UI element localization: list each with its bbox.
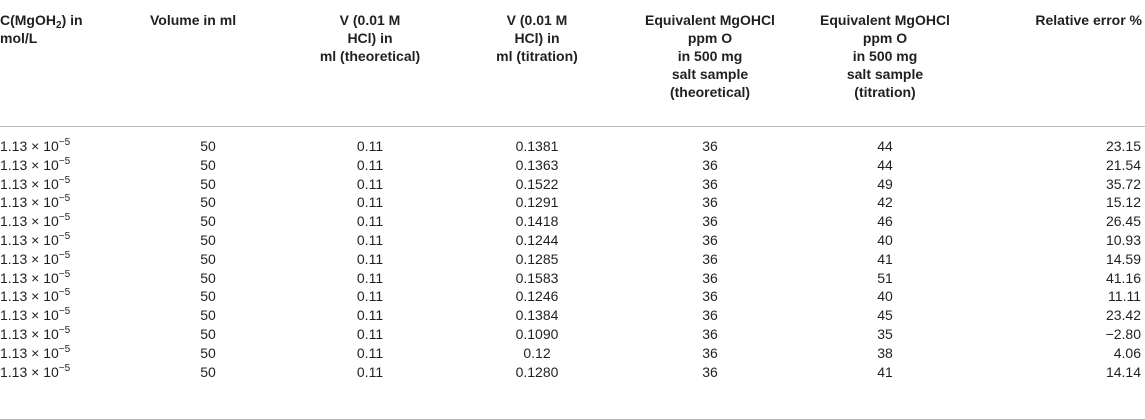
header-line: ml (titration) <box>496 48 578 64</box>
header-line: ml (theoretical) <box>319 48 421 64</box>
cell-ppm-titration: 41 <box>877 363 893 380</box>
cell-v-theoretical: 0.11 <box>356 250 384 267</box>
concentration-exponent: −5 <box>58 362 71 374</box>
cell-relative-error: 26.45 <box>1105 213 1141 230</box>
cell-volume: 50 <box>200 213 216 230</box>
cell-v-titration: 0.1363 <box>515 156 559 173</box>
cell-volume: 50 <box>200 194 216 211</box>
cell-relative-error: 15.12 <box>1105 194 1141 211</box>
cell-v-titration: 0.1418 <box>515 213 559 230</box>
concentration-exponent: −5 <box>58 155 71 167</box>
header-row <box>0 0 1145 127</box>
header-line: Equivalent MgOHCl <box>645 12 775 28</box>
cell-v-titration: 0.1244 <box>515 231 559 248</box>
header-line: in 500 mg <box>677 48 743 64</box>
cell-v-titration: 0.1381 <box>515 138 559 154</box>
cell-ppm-titration: 40 <box>877 231 893 248</box>
cell-v-theoretical: 0.11 <box>356 156 384 173</box>
cell-ppm-theoretical: 36 <box>702 156 718 173</box>
cell-concentration <box>0 287 132 306</box>
cell-v-titration: 0.1384 <box>515 307 559 324</box>
concentration-exponent: −5 <box>58 249 71 261</box>
concentration-mantissa: 1.13 × 10 <box>0 156 59 173</box>
table-row <box>0 249 1145 268</box>
cell-concentration <box>0 324 132 343</box>
header-v-titration <box>456 0 618 127</box>
cell-ppm-theoretical: 36 <box>702 250 718 267</box>
cell-ppm-theoretical: 36 <box>702 307 718 324</box>
header-line: salt sample <box>846 66 924 82</box>
header-relative-error <box>968 0 1145 127</box>
cell-ppm-titration: 41 <box>877 250 893 267</box>
cell-v-titration: 0.1583 <box>515 269 559 286</box>
header-volume <box>132 0 284 127</box>
cell-ppm-theoretical: 36 <box>702 194 718 211</box>
cell-concentration <box>0 249 132 268</box>
table-row <box>0 343 1145 362</box>
concentration-mantissa: 1.13 × 10 <box>0 344 59 361</box>
concentration-exponent: −5 <box>58 193 71 205</box>
cell-v-theoretical: 0.11 <box>356 325 384 342</box>
cell-v-theoretical: 0.11 <box>356 363 384 380</box>
cell-v-theoretical: 0.11 <box>356 288 384 305</box>
cell-relative-error: −2.80 <box>1105 325 1141 342</box>
header-line: HCl) in <box>514 30 560 46</box>
cell-relative-error: 11.11 <box>1108 288 1141 305</box>
cell-ppm-titration: 40 <box>877 288 893 305</box>
cell-volume: 50 <box>200 288 216 305</box>
concentration-mantissa: 1.13 × 10 <box>0 213 59 230</box>
header-line: (theoretical) <box>669 84 751 100</box>
cell-ppm-theoretical: 36 <box>702 344 718 361</box>
cell-volume: 50 <box>200 269 216 286</box>
header-line: Relative error % <box>1035 12 1142 28</box>
cell-ppm-titration: 42 <box>877 194 893 211</box>
cell-volume: 50 <box>200 250 216 267</box>
cell-concentration <box>0 362 132 381</box>
cell-volume: 50 <box>200 325 216 342</box>
cell-ppm-theoretical: 36 <box>702 175 718 192</box>
cell-ppm-titration: 38 <box>877 344 893 361</box>
cell-v-theoretical: 0.11 <box>356 138 384 154</box>
concentration-exponent: −5 <box>58 306 71 318</box>
cell-volume: 50 <box>200 175 216 192</box>
cell-relative-error: 23.15 <box>1105 138 1141 154</box>
table-row <box>0 362 1145 381</box>
cell-v-theoretical: 0.11 <box>356 213 384 230</box>
table-row <box>0 155 1145 174</box>
concentration-mantissa: 1.13 × 10 <box>0 288 59 305</box>
concentration-exponent: −5 <box>58 230 71 242</box>
cell-concentration <box>0 155 132 174</box>
cell-v-titration: 0.1280 <box>515 363 559 380</box>
concentration-mantissa: 1.13 × 10 <box>0 325 59 342</box>
cell-ppm-titration: 44 <box>877 156 893 173</box>
cell-relative-error: 10.93 <box>1105 231 1141 248</box>
cell-concentration <box>0 305 132 324</box>
header-ppm-titration <box>802 0 968 127</box>
table-row <box>0 211 1145 230</box>
concentration-mantissa: 1.13 × 10 <box>0 363 59 380</box>
header-line: in 500 mg <box>852 48 918 64</box>
header-line: HCl) in <box>347 30 393 46</box>
cell-concentration <box>0 211 132 230</box>
concentration-exponent: −5 <box>58 268 71 280</box>
table-row <box>0 268 1145 287</box>
cell-volume: 50 <box>200 363 216 380</box>
cell-relative-error: 41.16 <box>1105 269 1141 286</box>
concentration-mantissa: 1.13 × 10 <box>0 231 59 248</box>
concentration-mantissa: 1.13 × 10 <box>0 175 59 192</box>
cell-concentration <box>0 127 132 156</box>
table-row <box>0 287 1145 306</box>
cell-volume: 50 <box>200 231 216 248</box>
cell-ppm-theoretical: 36 <box>702 288 718 305</box>
table-body <box>0 127 1145 381</box>
header-line: salt sample <box>671 66 749 82</box>
concentration-mantissa: 1.13 × 10 <box>0 269 59 286</box>
concentration-mantissa: 1.13 × 10 <box>0 138 59 154</box>
header-concentration-subscript: 2 <box>56 20 62 31</box>
cell-concentration <box>0 343 132 362</box>
concentration-exponent: −5 <box>58 287 71 299</box>
cell-relative-error: 14.59 <box>1105 250 1141 267</box>
cell-v-titration: 0.1246 <box>515 288 559 305</box>
cell-relative-error: 14.14 <box>1105 363 1141 380</box>
table-row <box>0 127 1145 156</box>
table-row <box>0 174 1145 193</box>
concentration-exponent: −5 <box>58 324 71 336</box>
cell-volume: 50 <box>200 138 216 154</box>
header-line: V (0.01 M <box>339 12 401 28</box>
table-row <box>0 324 1145 343</box>
header-line: ppm O <box>687 30 733 46</box>
cell-ppm-titration: 44 <box>877 138 893 154</box>
header-concentration <box>0 0 132 127</box>
table-row <box>0 305 1145 324</box>
cell-relative-error: 4.06 <box>1113 344 1141 361</box>
concentration-mantissa: 1.13 × 10 <box>0 307 59 324</box>
header-v-theoretical <box>284 0 456 127</box>
header-line: Volume in ml <box>150 12 237 28</box>
cell-ppm-theoretical: 36 <box>702 231 718 248</box>
cell-volume: 50 <box>200 156 216 173</box>
header-line: Equivalent MgOHCl <box>820 12 950 28</box>
cell-ppm-theoretical: 36 <box>702 213 718 230</box>
cell-v-theoretical: 0.11 <box>356 175 384 192</box>
concentration-exponent: −5 <box>58 343 71 355</box>
cell-ppm-theoretical: 36 <box>702 138 718 154</box>
concentration-mantissa: 1.13 × 10 <box>0 194 59 211</box>
cell-ppm-theoretical: 36 <box>702 325 718 342</box>
concentration-exponent: −5 <box>58 174 71 186</box>
cell-relative-error: 23.42 <box>1105 307 1141 324</box>
cell-v-theoretical: 0.11 <box>356 194 384 211</box>
cell-v-titration: 0.1291 <box>515 194 559 211</box>
cell-v-theoretical: 0.11 <box>356 269 384 286</box>
concentration-exponent: −5 <box>58 137 71 148</box>
header-concentration-after: ) in <box>61 12 83 28</box>
header-line: ppm O <box>862 30 908 46</box>
concentration-mantissa: 1.13 × 10 <box>0 250 59 267</box>
cell-v-titration: 0.1090 <box>515 325 559 342</box>
cell-concentration <box>0 268 132 287</box>
table-row <box>0 193 1145 212</box>
cell-relative-error: 21.54 <box>1105 156 1141 173</box>
cell-ppm-titration: 49 <box>877 175 893 192</box>
header-line: V (0.01 M <box>506 12 568 28</box>
cell-v-titration: 0.1522 <box>515 175 559 192</box>
cell-v-theoretical: 0.11 <box>356 231 384 248</box>
cell-concentration <box>0 174 132 193</box>
cell-ppm-titration: 35 <box>877 325 893 342</box>
header-ppm-theoretical <box>618 0 802 127</box>
cell-ppm-titration: 45 <box>877 307 893 324</box>
cell-ppm-titration: 51 <box>877 269 893 286</box>
cell-ppm-titration: 46 <box>877 213 893 230</box>
cell-ppm-theoretical: 36 <box>702 363 718 380</box>
cell-volume: 50 <box>200 307 216 324</box>
concentration-exponent: −5 <box>58 212 71 224</box>
header-concentration-main: C(MgOH <box>0 12 56 28</box>
cell-v-theoretical: 0.11 <box>356 307 384 324</box>
cell-concentration <box>0 230 132 249</box>
cell-v-titration: 0.12 <box>523 344 551 361</box>
cell-concentration <box>0 193 132 212</box>
table-header <box>0 0 1145 127</box>
cell-relative-error: 35.72 <box>1105 175 1141 192</box>
header-line: (titration) <box>854 84 916 100</box>
cell-v-titration: 0.1285 <box>515 250 559 267</box>
table-row <box>0 230 1145 249</box>
cell-volume: 50 <box>200 344 216 361</box>
header-concentration-unit: mol/L <box>0 30 38 46</box>
cell-ppm-theoretical: 36 <box>702 269 718 286</box>
cell-v-theoretical: 0.11 <box>356 344 384 361</box>
